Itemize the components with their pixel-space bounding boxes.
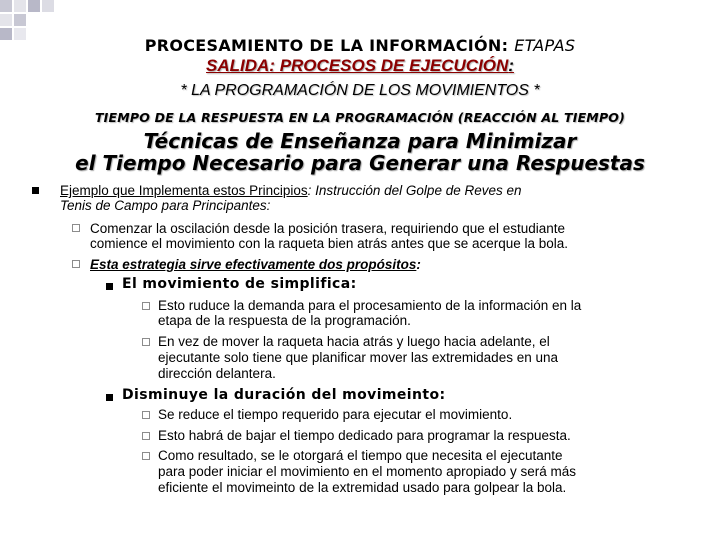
p2a-line: Se reduce el tiempo requerido para ejecutar el movimiento. [158,407,513,422]
hollow-square-bullet-icon [142,452,150,460]
p2c-line-2: para poder iniciar el movimiento en el momento apropiado y será más [158,464,576,479]
sub1-line-2: comience el movimiento con la raqueta bien atrás antes que se acerque la bola. [90,236,569,251]
p1b-line-1: En vez de mover la raqueta hacia atrás y luego hacia adelante, el [158,334,550,349]
point1-title: El movimiento de simplifica: [122,276,357,292]
p1a-line-1: Esto ruduce la demanda para el procesamiento de la información en la [158,298,582,313]
hollow-square-bullet-icon [142,411,150,419]
p1b-line-2: ejecutante solo tiene que planificar mover las extremidades en una [158,350,558,365]
square-bullet-icon [32,187,39,194]
point2-title: Disminuye la duración del movimeinto: [122,387,446,403]
sub2-line: Esta estrategia sirve efectivamente dos propósitos: [90,257,421,272]
p1b-line-3: dirección delantera. [158,366,276,381]
p2c-line-3: eficiente el movimeinto de la extremidad usado para golpear la bola. [158,480,567,495]
hollow-square-bullet-icon [142,432,150,440]
p2c-line-1: Como resultado, se le otorgará el tiempo que necesita el ejecutante [158,448,563,463]
topic-title: TIEMPO DE LA RESPUESTA EN LA PROGRAMACIÓN (REACCIÓN AL TIEMPO) [94,110,626,125]
main-heading: Técnicas de Enseñanza para Minimizar el Tiempo Necesario para Generar una Respuestas [75,129,645,175]
section-title: * LA PROGRAMACIÓN DE LOS MOVIMIENTOS * [180,82,540,99]
intro-line-2: Tenis de Campo para Principantes: [60,198,271,213]
hollow-square-bullet-icon [142,302,150,310]
intro-line-1: Ejemplo que Implementa estos Principios: Instrucción del Golpe de Reves en [60,183,522,198]
sub1-line-1: Comenzar la oscilación desde la posición trasera, requiriendo que el estudiante [90,221,566,236]
hollow-square-bullet-icon [72,224,80,232]
square-bullet-icon [106,283,113,290]
square-bullet-icon [106,394,113,401]
slide-title: PROCESAMIENTO DE LA INFORMACIÓN: ETAPAS [144,36,576,55]
corner-decoration [0,0,60,40]
slide-subtitle: SALIDA: PROCESOS DE EJECUCIÓN: [206,56,514,75]
hollow-square-bullet-icon [142,338,150,346]
p1a-line-2: etapa de la respuesta de la programación. [158,313,411,328]
hollow-square-bullet-icon [72,260,80,268]
p2b-line: Esto habrá de bajar el tiempo dedicado para programar la respuesta. [158,428,571,443]
